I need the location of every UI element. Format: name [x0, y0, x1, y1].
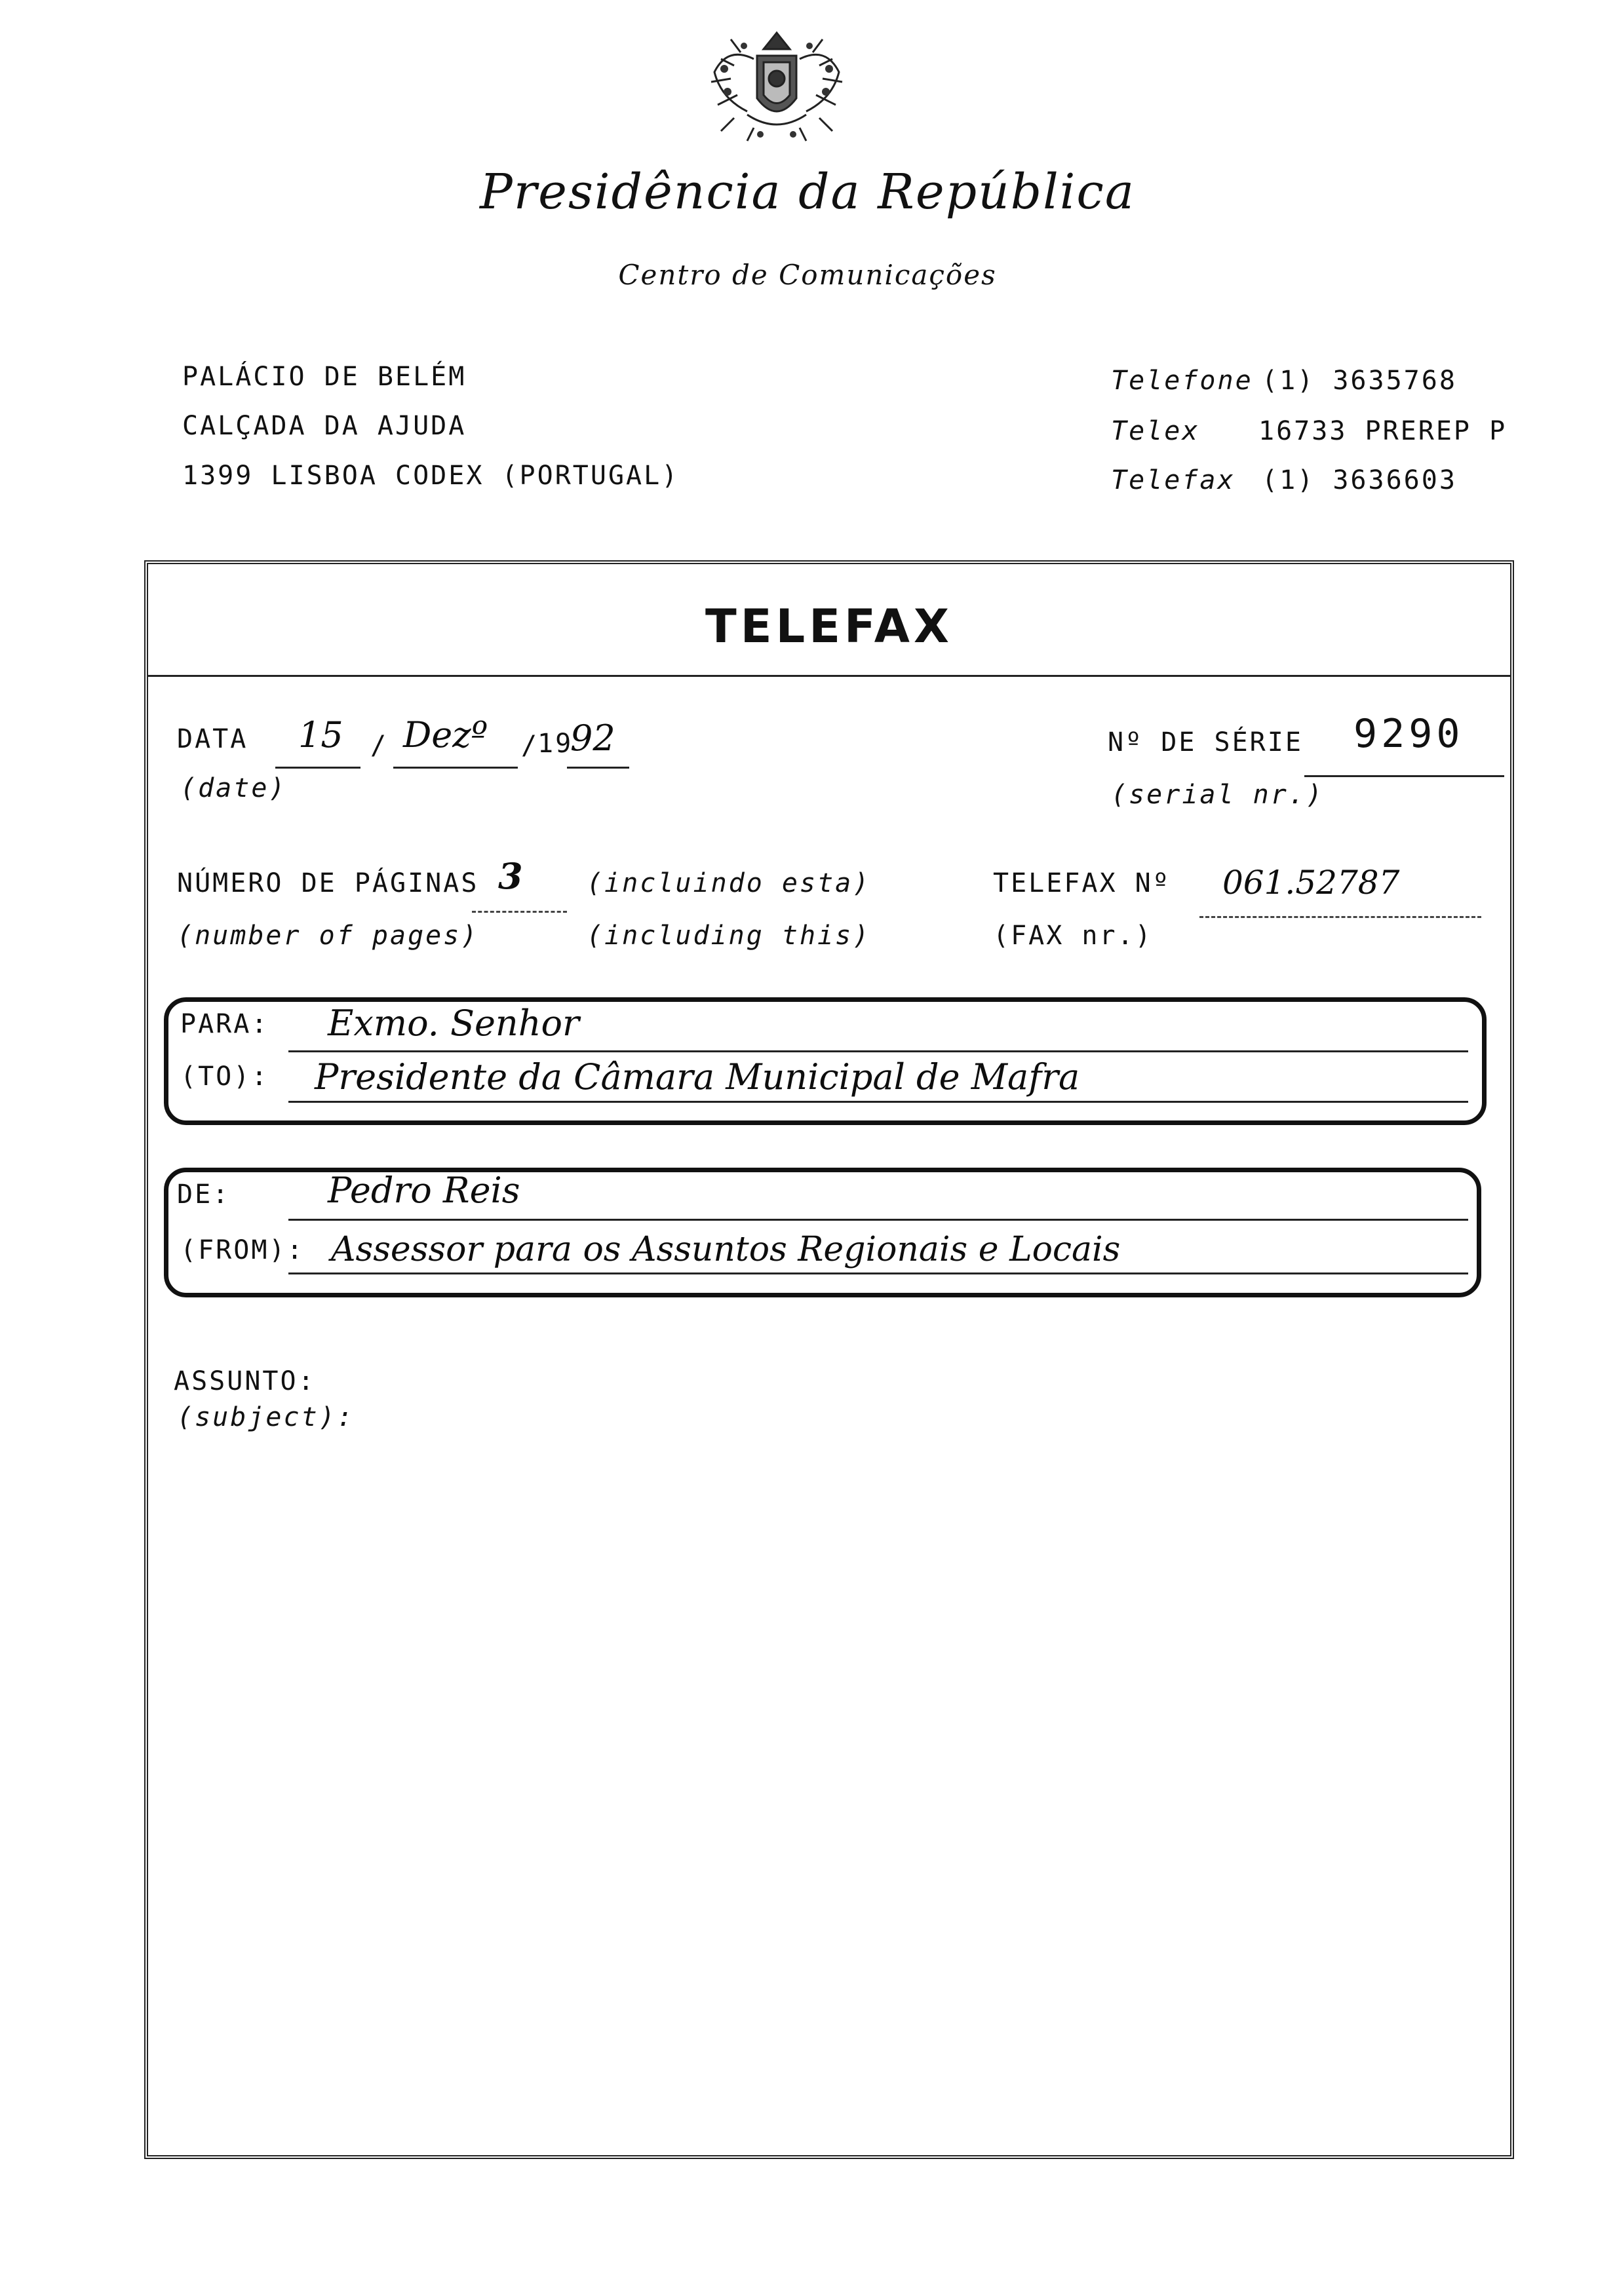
letterhead-title: Presidência da República [480, 164, 1135, 220]
date-label: DATA [177, 724, 248, 754]
fax-value: 061.52787 [1222, 864, 1400, 902]
letterhead-subtitle: Centro de Comunicações [618, 259, 997, 291]
contact-telefax-value: (1) 3636603 [1262, 465, 1457, 495]
date-day-line [275, 767, 360, 769]
address-line-3: 1399 LISBOA CODEX (PORTUGAL) [182, 461, 680, 491]
from-sublabel: (FROM): [180, 1235, 305, 1265]
fax-sublabel: (FAX nr.) [993, 921, 1153, 951]
coat-of-arms-icon [695, 20, 859, 151]
pages-note: (incluindo esta) [587, 868, 871, 898]
to-line-1-rule [288, 1050, 1468, 1052]
serial-line [1304, 775, 1504, 777]
to-sublabel: (TO): [180, 1062, 269, 1092]
date-year-prefix: 19 [537, 729, 574, 759]
address-line-2: CALÇADA DA AJUDA [182, 411, 467, 441]
from-line-1: Pedro Reis [328, 1170, 520, 1211]
date-separator-1: / [370, 731, 389, 761]
form-title: TELEFAX [705, 600, 953, 653]
serial-value: 9290 [1353, 711, 1464, 757]
date-separator-2: / [521, 731, 539, 761]
serial-sublabel: (serial nr.) [1111, 780, 1324, 810]
date-sublabel: (date) [180, 773, 287, 803]
from-line-2-rule [288, 1272, 1468, 1274]
contact-telefone-value: (1) 3635768 [1262, 366, 1457, 396]
to-line-2: Presidente da Câmara Municipal de Mafra [315, 1056, 1080, 1098]
subject-sublabel: (subject): [177, 1402, 355, 1432]
serial-label: Nº DE SÉRIE [1108, 727, 1303, 757]
pages-label: NÚMERO DE PÁGINAS [177, 868, 479, 898]
to-line-2-rule [288, 1101, 1468, 1103]
contact-telex-label: Telex [1111, 416, 1200, 446]
contact-telefone-label: Telefone [1111, 366, 1253, 396]
pages-line [472, 911, 567, 913]
pages-value: 3 [498, 855, 523, 897]
from-line-2: Assessor para os Assuntos Regionais e Locais [331, 1230, 1121, 1269]
from-label: DE: [177, 1179, 231, 1210]
subject-label: ASSUNTO: [174, 1366, 316, 1396]
contact-telex-value: 16733 PREREP P [1258, 416, 1508, 446]
to-line-1: Exmo. Senhor [328, 1003, 579, 1044]
date-day: 15 [298, 714, 343, 756]
contact-telefax-label: Telefax [1111, 465, 1236, 495]
from-line-1-rule [288, 1219, 1468, 1221]
address-line-1: PALÁCIO DE BELÉM [182, 362, 467, 392]
fax-line [1199, 916, 1481, 918]
to-label: PARA: [180, 1009, 269, 1039]
title-divider [148, 675, 1510, 677]
date-month: Dezº [403, 714, 488, 756]
pages-sublabel: (number of pages) [177, 921, 479, 951]
date-year-line [567, 767, 629, 769]
fax-label: TELEFAX Nº [993, 868, 1171, 898]
pages-note-en: (including this) [587, 921, 871, 951]
date-month-line [393, 767, 518, 769]
date-year-suffix: 92 [570, 718, 615, 759]
